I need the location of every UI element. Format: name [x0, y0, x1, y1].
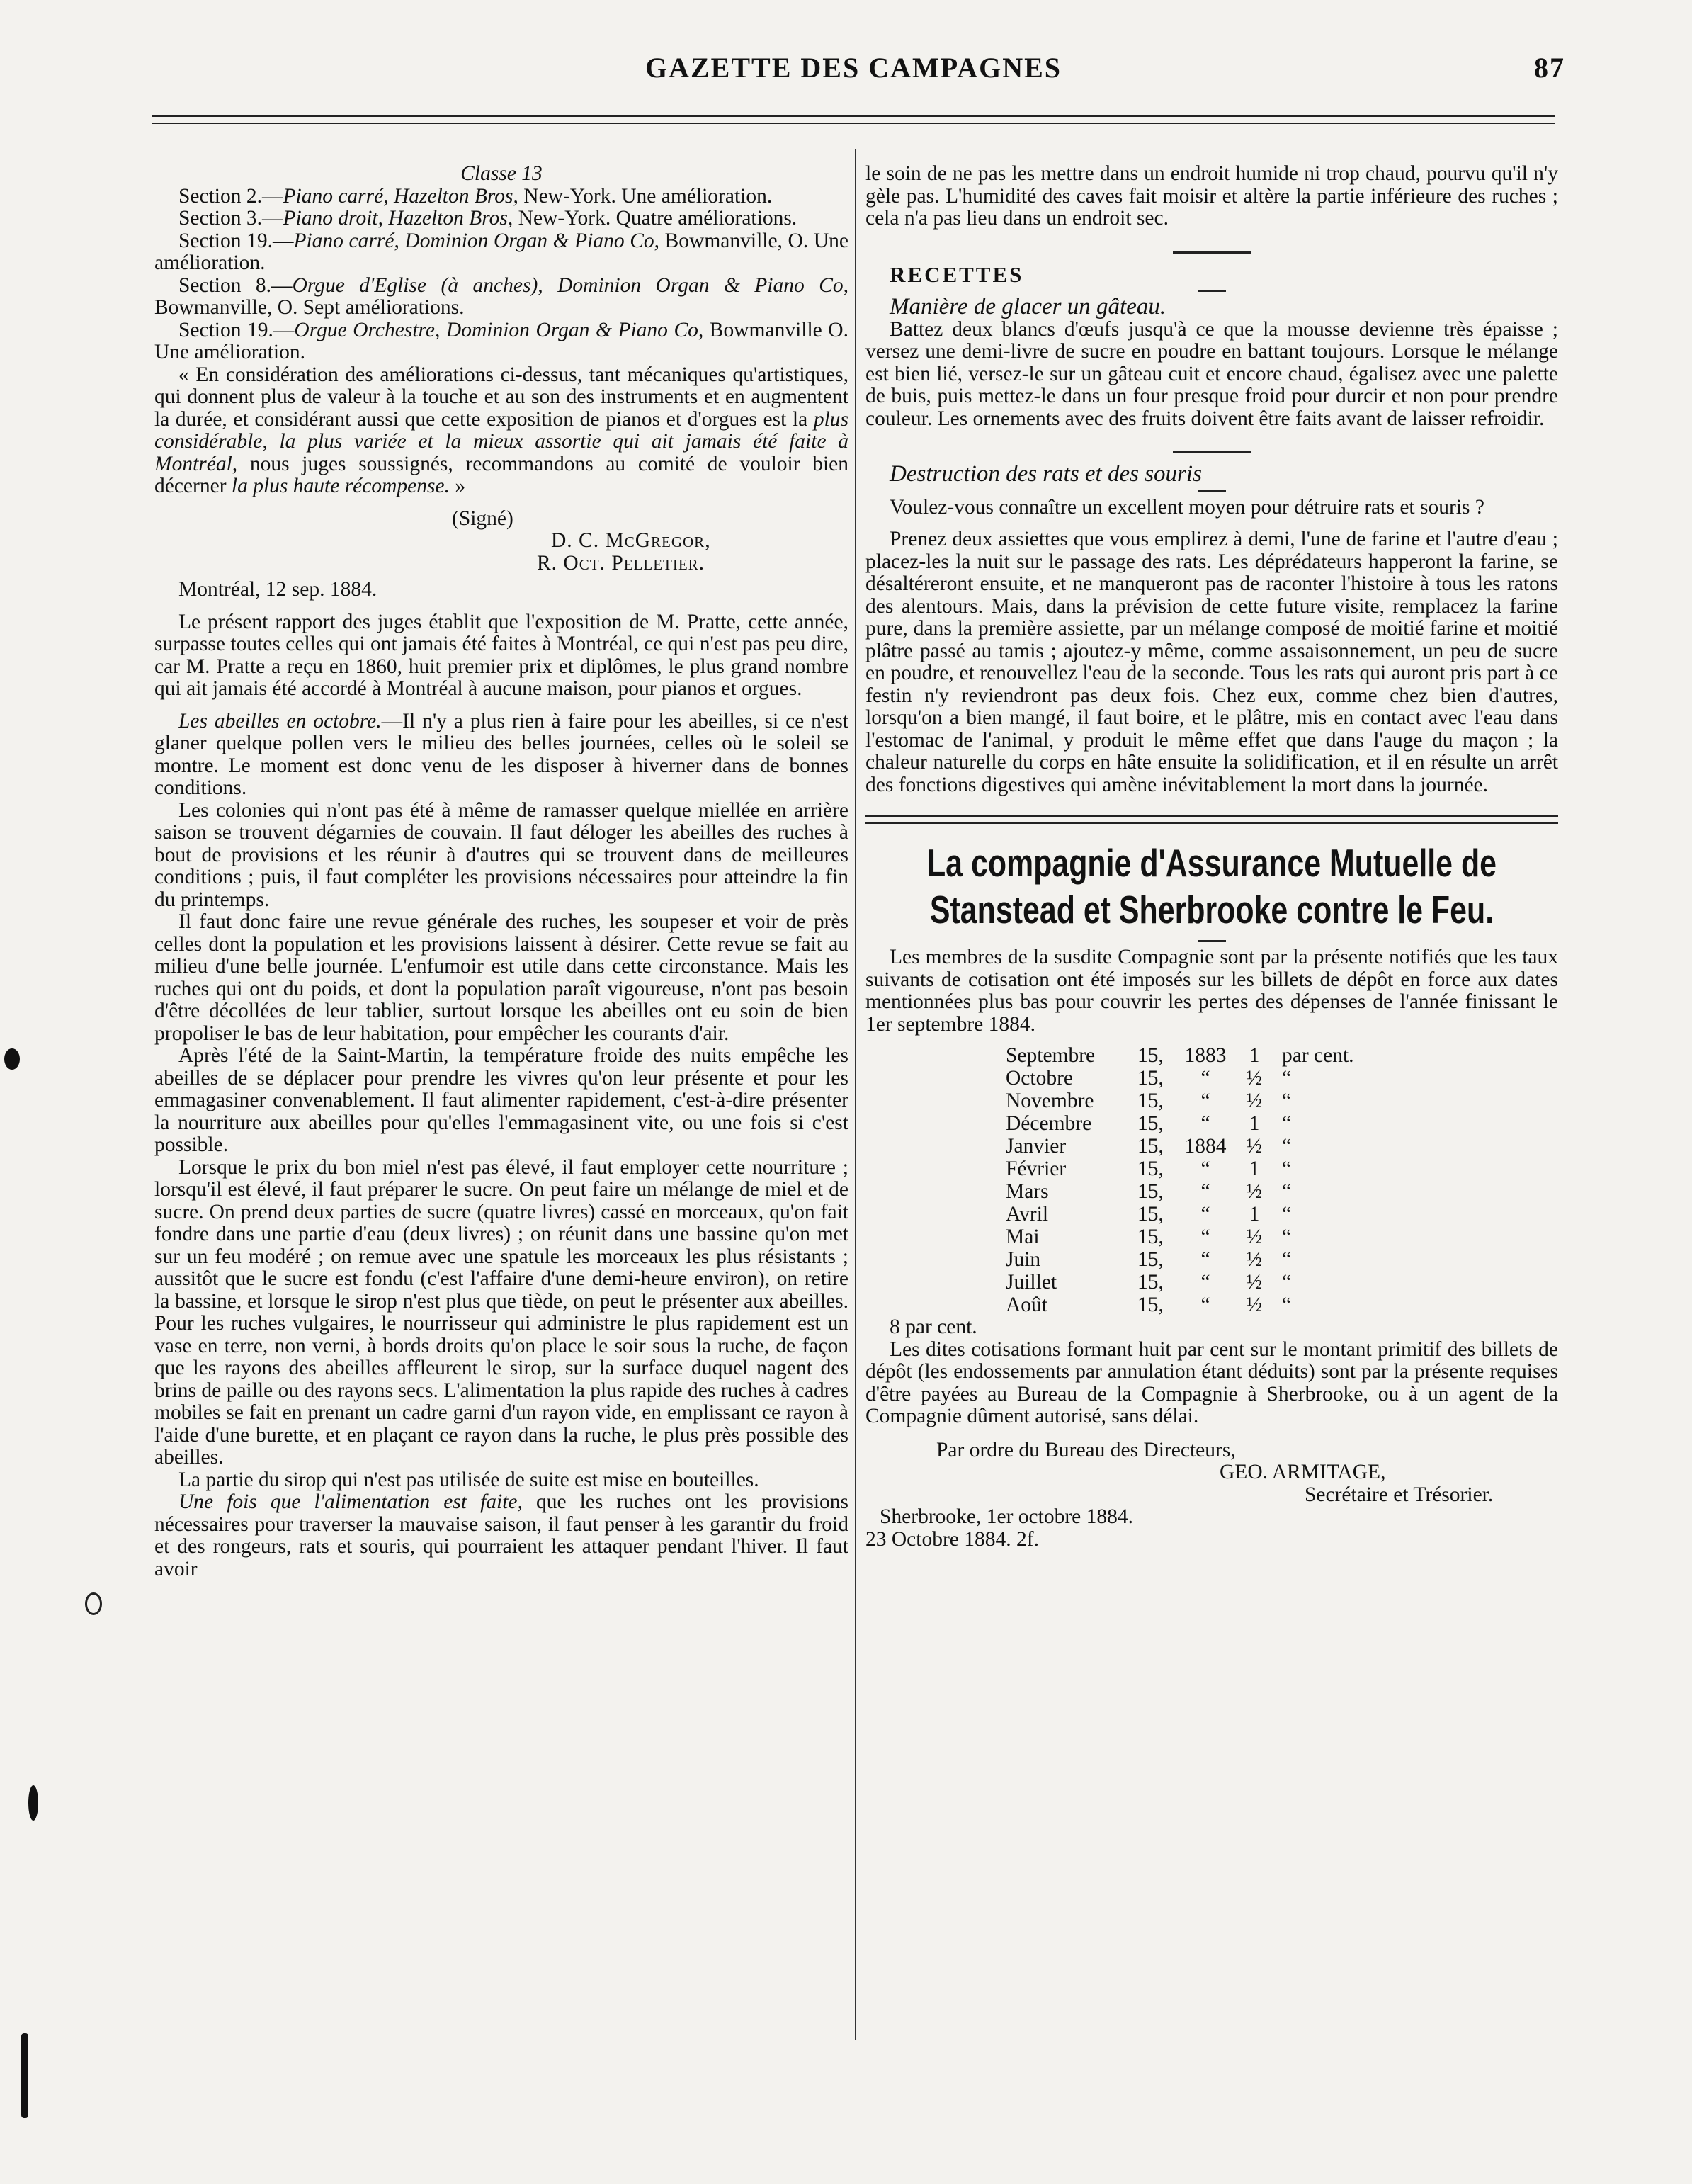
place-date: Montréal, 12 sep. 1884.	[178, 578, 377, 601]
page-number: 87	[1534, 52, 1565, 84]
rate-row	[1000, 1067, 1380, 1090]
rate-unit: “	[1282, 1226, 1292, 1248]
rate-month: Janvier	[1006, 1135, 1067, 1158]
rate-val: 1	[1249, 1112, 1260, 1135]
award-section-2: Section 3.—Piano droit, Hazelton Bros, New-York. Quatre améliorations.	[178, 207, 797, 230]
sign-place: Sherbrooke, 1er octobre 1884.	[880, 1505, 1133, 1528]
revue-paragraph: Il faut donc faire une revue générale des ruches, les soupeser et voir de près celles dont la population et les provisions laissent à désirer. Cette revue se fait au milieu d'une belle journée. L'enfumoir est utile dans cette circonstance. Mais les ruches qui ont du poids, et dont la population paraît vigoureuse, n'ont pas besoin d'être décollées de leur tablier, surtout lorsque les abeilles ont eu soin de bien propoliser le bas de leur habitation, pour empêcher les courants d'air.	[154, 910, 848, 1045]
rate-unit: “	[1282, 1158, 1292, 1180]
rates-table	[1000, 1044, 1380, 1316]
rate-val: ½	[1246, 1090, 1263, 1112]
rate-month: Avril	[1006, 1203, 1049, 1226]
saint-martin-paragraph: Après l'été de la Saint-Martin, la température froide des nuits empêche les abeilles de se déplacer pour prendre les vivres qu'on leur présente et pour les emmagasiner convenablement. Il faut alimenter rapidement, c'est-à-dire présenter la nourriture aux abeilles pour qu'elles l'emmagasinent vite, ou une fois si c'est possible.	[154, 1044, 848, 1156]
rate-row	[1000, 1248, 1380, 1271]
rate-val: 1	[1249, 1158, 1260, 1180]
scan-spot	[21, 2033, 28, 2118]
rate-year: “	[1200, 1226, 1210, 1248]
rate-row	[1000, 1226, 1380, 1248]
rate-val: ½	[1246, 1135, 1263, 1158]
advert-rule	[865, 815, 1558, 824]
rate-year: “	[1200, 1203, 1210, 1226]
rate-day: 15,	[1137, 1090, 1164, 1112]
rate-unit: “	[1282, 1112, 1292, 1135]
rate-row	[1000, 1271, 1380, 1294]
rate-day: 15,	[1137, 1158, 1164, 1180]
sign-name: GEO. ARMITAGE,	[1220, 1461, 1386, 1483]
rate-month: Octobre	[1006, 1067, 1074, 1090]
rate-month: Février	[1006, 1158, 1067, 1180]
rate-day: 15,	[1137, 1226, 1164, 1248]
recipe-2-text: Prenez deux assiettes que vous emplirez à demi, l'une de farine et l'autre d'eau ; placez-les la nuit sur le passage des rats. Les déprédateurs happeront la farine, se désaltéreront ensuite, et ne manqueront pas de raconter l'histoire à tous les ratons des alentours. Mais, dans la prévision de cette future visite, remplacez la farine pure, dans la première assiette, par un mélange composé de moitié farine et moitié plâtre passé au tamis ; ajoutez-y même, comme assaisonnement, un peu de sucre en poudre, et renouvellez l'eau de la seconde. Tous les rats qui auront pris part à ce festin n'y reviendront pas deux fois. Chez eux, comme chez bien d'autres, lorsqu'on a bien mangé, il faut boire, et le plâtre, mis en contact avec l'eau dans l'estomac de l'animal, y produit le même effet que dans l'auge du maçon ; la chaleur naturelle du corps en hâte ensuite la solidification, et il en résulte un arrêt des fonctions digestives qui amène inévitablement la mort dans la journée.	[865, 528, 1558, 796]
rate-unit: par cent.	[1282, 1044, 1354, 1067]
rate-row	[1000, 1090, 1380, 1112]
rate-row	[1000, 1180, 1380, 1203]
rate-year: “	[1200, 1180, 1210, 1203]
advert-text: Les membres de la susdite Compagnie sont par la présente notifiés que les taux suivants de cotisation ont été imposés sur les billets de dépôt en force aux dates mentionnées plus bas pour couvrir les pertes des dépenses de l'année finissant le 1er septembre 1884.	[865, 946, 1558, 1036]
award-section-4: Section 8.—Orgue d'Eglise (à anches), Dominion Organ & Piano Co, Bowmanville, O. Sept améliorations.	[154, 273, 848, 319]
sirop-paragraph: La partie du sirop qui n'est pas utilisée de suite est mise en bouteilles.	[178, 1468, 759, 1491]
section-rule	[1173, 451, 1251, 453]
rate-day: 15,	[1137, 1044, 1164, 1067]
award-section-5: Section 19.—Orgue Orchestre, Dominion Organ & Piano Co, Bowmanville O. Une amélioration.	[154, 318, 848, 363]
rate-month: Juin	[1006, 1248, 1041, 1271]
rates-total: 8 par cent.	[890, 1316, 977, 1338]
advert-code: 23 Octobre 1884. 2f.	[865, 1527, 1039, 1551]
signature-block	[154, 508, 848, 575]
rate-row	[1000, 1112, 1380, 1135]
small-rule	[1198, 490, 1226, 492]
recipe-2-title: Destruction des rats et des souris	[890, 461, 1202, 487]
rate-month: Août	[1006, 1294, 1047, 1316]
rate-month: Septembre	[1006, 1044, 1096, 1067]
scan-spot	[28, 1785, 38, 1821]
miel-paragraph: Lorsque le prix du bon miel n'est pas élevé, il faut employer cette nourriture ; lorsqu'il est élevé, il faut préparer le sucre. On peut faire un mélange de miel et de sucre. On prend deux parties de sucre (quatre livres) cassé en morceaux, qu'on fait fondre dans une partie d'eau (deux livres) ; on réunit dans une bassine qu'on met sur un feu modéré ; on remue avec une spatule les morceaux les plus résistants ; aussitôt que le sucre est fondu (c'est l'affaire d'une demi-heure environ), on retire la bassine, et lorsque le sirop n'est plus que tiède, on peut le présenter aux abeilles. Pour les ruches vulgaires, le nourrisseur qui administre le plus rapidement est un vase en terre, non verni, à bords droits qu'on place le soir sous la ruche, de façon que les rayons des abeilles affleurent le sirop, sur la surface duquel nagent des brins de paille ou des rayons secs. L'alimentation la plus rapide des ruches à cadres mobiles se fait en prenant un cadre garni d'un rayon vide, en emplissant ce rayon à l'aide d'une burette, et en plaçant ce rayon dans la ruche, le plus près possible des abeilles.	[154, 1155, 848, 1469]
rate-year: 1884	[1184, 1135, 1227, 1158]
rate-val: ½	[1246, 1226, 1263, 1248]
advert-text-2: Les dites cotisations formant huit par cent sur le montant primitif des billets de dépôt (les endossements par annulation étant déduits) sont par la présente requises d'être payées au Bureau de la Compagnie à Sherbrooke, ou à un agent de la Compagnie dûment autorisé, sans délai.	[865, 1337, 1558, 1427]
rate-val: ½	[1246, 1294, 1263, 1316]
classe-heading: Classe 13	[460, 162, 543, 185]
rate-unit: “	[1282, 1203, 1292, 1226]
rate-row	[1000, 1135, 1380, 1158]
rate-val: ½	[1246, 1248, 1263, 1271]
rate-day: 15,	[1137, 1067, 1164, 1090]
rate-row	[1000, 1294, 1380, 1316]
column-divider	[855, 149, 856, 2040]
report-paragraph: Le présent rapport des juges établit que l'exposition de M. Pratte, cette année, surpasse toutes celles qui ont jamais été faites à Montréal, ce qui n'est pas peu dire, car M. Pratte a reçu en 1860, huit premier prix et diplômes, le plus grand nombre qui ait jamais été accordé à Montréal à aucune maison, pour pianos et orgues.	[154, 610, 848, 700]
page-header	[142, 51, 1565, 101]
rate-month: Mars	[1006, 1180, 1049, 1203]
signer-1: D. C. McGregor,	[551, 529, 711, 552]
rate-unit: “	[1282, 1271, 1292, 1294]
rate-unit: “	[1282, 1067, 1292, 1090]
rate-val: 1	[1249, 1044, 1260, 1067]
scan-spot	[4, 1048, 20, 1070]
rate-day: 15,	[1137, 1248, 1164, 1271]
rate-unit: “	[1282, 1180, 1292, 1203]
rate-year: “	[1200, 1090, 1210, 1112]
recipe-2-question: Voulez-vous connaître un excellent moyen pour détruire rats et souris ?	[890, 495, 1484, 519]
scan-spot	[85, 1592, 102, 1615]
right-column	[865, 163, 1558, 1551]
award-section-3: Section 19.—Piano carré, Dominion Organ & Piano Co, Bowmanville, O. Une amélioration.	[154, 229, 848, 274]
rate-year: “	[1200, 1294, 1210, 1316]
small-rule	[1198, 290, 1226, 292]
recipe-1-text: Battez deux blancs d'œufs jusqu'à ce que la mousse devienne très épaisse ; versez une demi-livre de sucre en poudre en battant toujours. Lorsque le mélange est bien lié, versez-le sur un gâteau cuit et encore chaud, égalisez avec une palette de buis, puis mettez-le dans un four presque froid pour durcir et non pour prendre couleur. Les ornements avec des fruits doivent être faits avant de laisser refroidir.	[865, 317, 1558, 430]
rate-unit: “	[1282, 1248, 1292, 1271]
rate-month: Décembre	[1006, 1112, 1092, 1135]
rate-row	[1000, 1203, 1380, 1226]
award-section-1: Section 2.—Piano carré, Hazelton Bros, New-York. Une amélioration.	[178, 184, 773, 208]
rate-day: 15,	[1137, 1135, 1164, 1158]
continuation-paragraph: le soin de ne pas les mettre dans un endroit humide ni trop chaud, pourvu qu'il n'y gèle pas. L'humidité des caves fait moisir et altère la partie inférieure des ruches ; cela n'a pas lieu dans un endroit sec.	[865, 162, 1558, 230]
rate-val: 1	[1249, 1203, 1260, 1226]
rate-month: Novembre	[1006, 1090, 1094, 1112]
advert-signoff	[865, 1439, 1558, 1551]
rate-day: 15,	[1137, 1271, 1164, 1294]
rate-row	[1000, 1158, 1380, 1180]
rate-day: 15,	[1137, 1203, 1164, 1226]
journal-title: GAZETTE DES CAMPAGNES	[645, 52, 1062, 84]
rate-unit: “	[1282, 1090, 1292, 1112]
alimentation-paragraph: Une fois que l'alimentation est faite, que les ruches ont les provisions nécessaires pour traverser la mauvaise saison, il faut penser à les garantir du froid et des rongeurs, rats et souris, qui pourraient les attaquer pendant l'hiver. Il faut avoir	[154, 1490, 849, 1580]
rate-year: “	[1200, 1158, 1210, 1180]
header-rule	[152, 115, 1555, 124]
rate-day: 15,	[1137, 1294, 1164, 1316]
rate-row	[1000, 1044, 1380, 1067]
jury-quote: « En considération des améliorations ci-dessus, tant mécaniques qu'artistiques, qui donnent plus de valeur à la touche et au son des instruments et en augmentent la durée, et considérant aussi que cette exposition de pianos et d'orgues est la plus considérable, la plus variée et la mieux assortie qui ait jamais été faite à Montréal, nous juges soussignés, recommandons au comité de vouloir bien décerner la plus haute récompense. »	[154, 363, 848, 497]
rate-day: 15,	[1137, 1112, 1164, 1135]
section-rule	[1173, 251, 1251, 254]
sign-role: Secrétaire et Trésorier.	[1305, 1483, 1494, 1506]
rate-year: “	[1200, 1067, 1210, 1090]
rate-month: Juillet	[1006, 1271, 1057, 1294]
rate-val: ½	[1246, 1271, 1263, 1294]
rate-unit: “	[1282, 1135, 1292, 1158]
left-column	[154, 163, 848, 1580]
abeilles-paragraph: Les abeilles en octobre.—Il n'y a plus rien à faire pour les abeilles, si ce n'est glaner quelque pollen vers le milieu des belles journées, celles où le soleil se montre. Le moment est donc venu de les disposer à hiverner dans de bonnes conditions.	[154, 709, 848, 799]
by-order: Par ordre du Bureau des Directeurs,	[936, 1438, 1236, 1461]
rate-month: Mai	[1006, 1226, 1040, 1248]
award-sections	[154, 186, 848, 364]
signer-2: R. Oct. Pelletier.	[537, 551, 705, 575]
signed-label: (Signé)	[452, 507, 513, 530]
recettes-heading: RECETTES	[890, 261, 1024, 287]
rate-val: ½	[1246, 1067, 1263, 1090]
recipe-1-title: Manière de glacer un gâteau.	[890, 294, 1166, 319]
advert-title: La compagnie d'Assurance Mutuelle de Stanstead et Sherbrooke contre le Feu.	[926, 841, 1497, 932]
rate-year: “	[1200, 1271, 1210, 1294]
rate-unit: “	[1282, 1294, 1292, 1316]
small-rule	[1198, 940, 1226, 942]
rate-year: 1883	[1184, 1044, 1227, 1067]
rate-year: “	[1200, 1112, 1210, 1135]
rate-day: 15,	[1137, 1180, 1164, 1203]
rate-val: ½	[1246, 1180, 1263, 1203]
abeilles-title: Les abeilles en octobre.	[178, 709, 382, 732]
rate-year: “	[1200, 1248, 1210, 1271]
colonies-paragraph: Les colonies qui n'ont pas été à même de ramasser quelque miellée en arrière saison se trouvent dégarnies de couvain. Il faut déloger les abeilles des ruches à bout de provisions et les réunir à d'autres qui se trouvent dans de meilleures conditions ; puis, il faut compléter les provisions nécessaires pour atteindre la fin du printemps.	[154, 798, 848, 911]
